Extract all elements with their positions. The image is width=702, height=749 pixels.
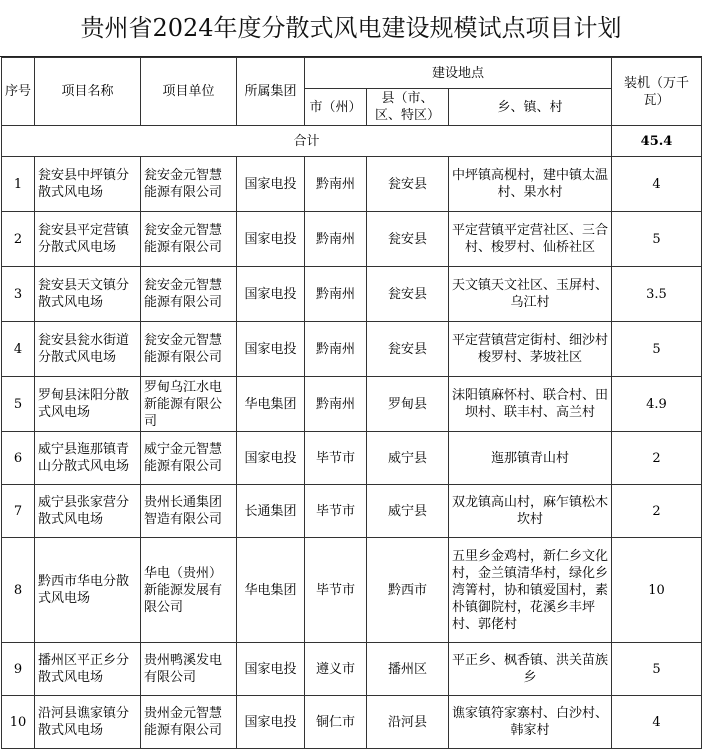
row-project-unit: 贵州金元智慧能源有限公司 (141, 696, 237, 749)
row-index: 10 (2, 696, 35, 749)
table-row (2, 267, 702, 322)
table-row (2, 377, 702, 432)
row-township: 双龙镇高山村，麻乍镇松木坎村 (449, 485, 612, 538)
row-capacity: 2 (612, 485, 702, 538)
row-index: 8 (2, 538, 35, 643)
row-township: 平定营镇营定街村、细沙村梭罗村、茅坡社区 (449, 322, 612, 377)
row-index: 3 (2, 267, 35, 322)
row-project-name: 瓮安县中坪镇分散式风电场 (35, 157, 141, 212)
row-city: 黔南州 (305, 212, 367, 267)
row-city: 黔南州 (305, 322, 367, 377)
header-location: 建设地点 (305, 58, 612, 89)
header-city: 市（州） (305, 89, 367, 126)
row-project-name: 沿河县谯家镇分散式风电场 (35, 696, 141, 749)
table-row (2, 212, 702, 267)
header-index: 序号 (2, 58, 35, 126)
row-project-unit: 瓮安金元智慧能源有限公司 (141, 267, 237, 322)
row-capacity: 4 (612, 157, 702, 212)
row-capacity: 5 (612, 322, 702, 377)
row-capacity: 10 (612, 538, 702, 643)
row-county: 黔西市 (367, 538, 449, 643)
row-index: 7 (2, 485, 35, 538)
row-capacity: 2 (612, 432, 702, 485)
project-table (1, 57, 702, 749)
row-project-unit: 瓮安金元智慧能源有限公司 (141, 157, 237, 212)
row-project-name: 瓮安县平定营镇分散式风电场 (35, 212, 141, 267)
table-row (2, 643, 702, 696)
row-township: 天文镇天文社区、玉屏村、乌江村 (449, 267, 612, 322)
row-township: 中坪镇高枧村，建中镇太温村、果水村 (449, 157, 612, 212)
row-county: 瓮安县 (367, 212, 449, 267)
row-capacity: 4.9 (612, 377, 702, 432)
row-county: 罗甸县 (367, 377, 449, 432)
row-county: 瓮安县 (367, 322, 449, 377)
row-project-unit: 瓮安金元智慧能源有限公司 (141, 322, 237, 377)
row-city: 黔南州 (305, 267, 367, 322)
row-project-unit: 瓮安金元智慧能源有限公司 (141, 212, 237, 267)
row-group: 国家电投 (237, 696, 305, 749)
row-project-name: 播州区平正乡分散式风电场 (35, 643, 141, 696)
row-capacity: 5 (612, 212, 702, 267)
row-city: 黔南州 (305, 377, 367, 432)
row-county: 威宁县 (367, 432, 449, 485)
row-township: 五里乡金鸡村，新仁乡文化村，金兰镇清华村，绿化乡湾箐村，协和镇爱国村，素朴镇御院村，花溪乡丰坪村、郭佬村 (449, 538, 612, 643)
row-project-name: 黔西市华电分散式风电场 (35, 538, 141, 643)
row-city: 毕节市 (305, 485, 367, 538)
row-project-unit: 威宁金元智慧能源有限公司 (141, 432, 237, 485)
row-project-name: 瓮安县天文镇分散式风电场 (35, 267, 141, 322)
row-project-unit: 华电（贵州）新能源发展有限公司 (141, 538, 237, 643)
row-project-name: 瓮安县瓮水街道分散式风电场 (35, 322, 141, 377)
header-township: 乡、镇、村 (449, 89, 612, 126)
row-index: 6 (2, 432, 35, 485)
table-row (2, 538, 702, 643)
table-row (2, 696, 702, 749)
row-county: 播州区 (367, 643, 449, 696)
row-township: 平定营镇平定营社区、三合村、梭罗村、仙桥社区 (449, 212, 612, 267)
row-capacity: 3.5 (612, 267, 702, 322)
row-group: 长通集团 (237, 485, 305, 538)
header-capacity: 装机（万千瓦） (612, 58, 702, 126)
row-project-name: 威宁县迤那镇青山分散式风电场 (35, 432, 141, 485)
row-county: 瓮安县 (367, 157, 449, 212)
row-capacity: 4 (612, 696, 702, 749)
table-row (2, 322, 702, 377)
header-unit: 项目单位 (141, 58, 237, 126)
row-project-unit: 贵州长通集团智造有限公司 (141, 485, 237, 538)
header-group: 所属集团 (237, 58, 305, 126)
row-project-unit: 罗甸乌江水电新能源有限公司 (141, 377, 237, 432)
header-name: 项目名称 (35, 58, 141, 126)
row-city: 毕节市 (305, 538, 367, 643)
table-row (2, 485, 702, 538)
table-row (2, 157, 702, 212)
row-county: 沿河县 (367, 696, 449, 749)
row-township: 迤那镇青山村 (449, 432, 612, 485)
row-group: 国家电投 (237, 432, 305, 485)
table-row (2, 432, 702, 485)
row-project-name: 威宁县张家营分散式风电场 (35, 485, 141, 538)
row-index: 4 (2, 322, 35, 377)
row-county: 威宁县 (367, 485, 449, 538)
row-township: 平正乡、枫香镇、洪关苗族乡 (449, 643, 612, 696)
row-township: 沫阳镇麻怀村、联合村、田坝村、联丰村、高兰村 (449, 377, 612, 432)
row-group: 国家电投 (237, 643, 305, 696)
total-value: 45.4 (612, 126, 702, 157)
total-label: 合计 (2, 126, 612, 157)
row-index: 2 (2, 212, 35, 267)
row-city: 黔南州 (305, 157, 367, 212)
header-county: 县（市、区、特区） (367, 89, 449, 126)
row-group: 华电集团 (237, 538, 305, 643)
row-township: 谯家镇符家寨村、白沙村、韩家村 (449, 696, 612, 749)
row-group: 国家电投 (237, 212, 305, 267)
row-index: 5 (2, 377, 35, 432)
row-group: 国家电投 (237, 267, 305, 322)
row-project-name: 罗甸县沫阳分散式风电场 (35, 377, 141, 432)
row-city: 毕节市 (305, 432, 367, 485)
row-project-unit: 贵州鸭溪发电有限公司 (141, 643, 237, 696)
row-index: 9 (2, 643, 35, 696)
row-group: 华电集团 (237, 377, 305, 432)
row-group: 国家电投 (237, 322, 305, 377)
document-title: 贵州省2024年度分散式风电建设规模试点项目计划 (0, 0, 702, 57)
row-city: 铜仁市 (305, 696, 367, 749)
row-index: 1 (2, 157, 35, 212)
row-group: 国家电投 (237, 157, 305, 212)
row-city: 遵义市 (305, 643, 367, 696)
row-capacity: 5 (612, 643, 702, 696)
row-county: 瓮安县 (367, 267, 449, 322)
